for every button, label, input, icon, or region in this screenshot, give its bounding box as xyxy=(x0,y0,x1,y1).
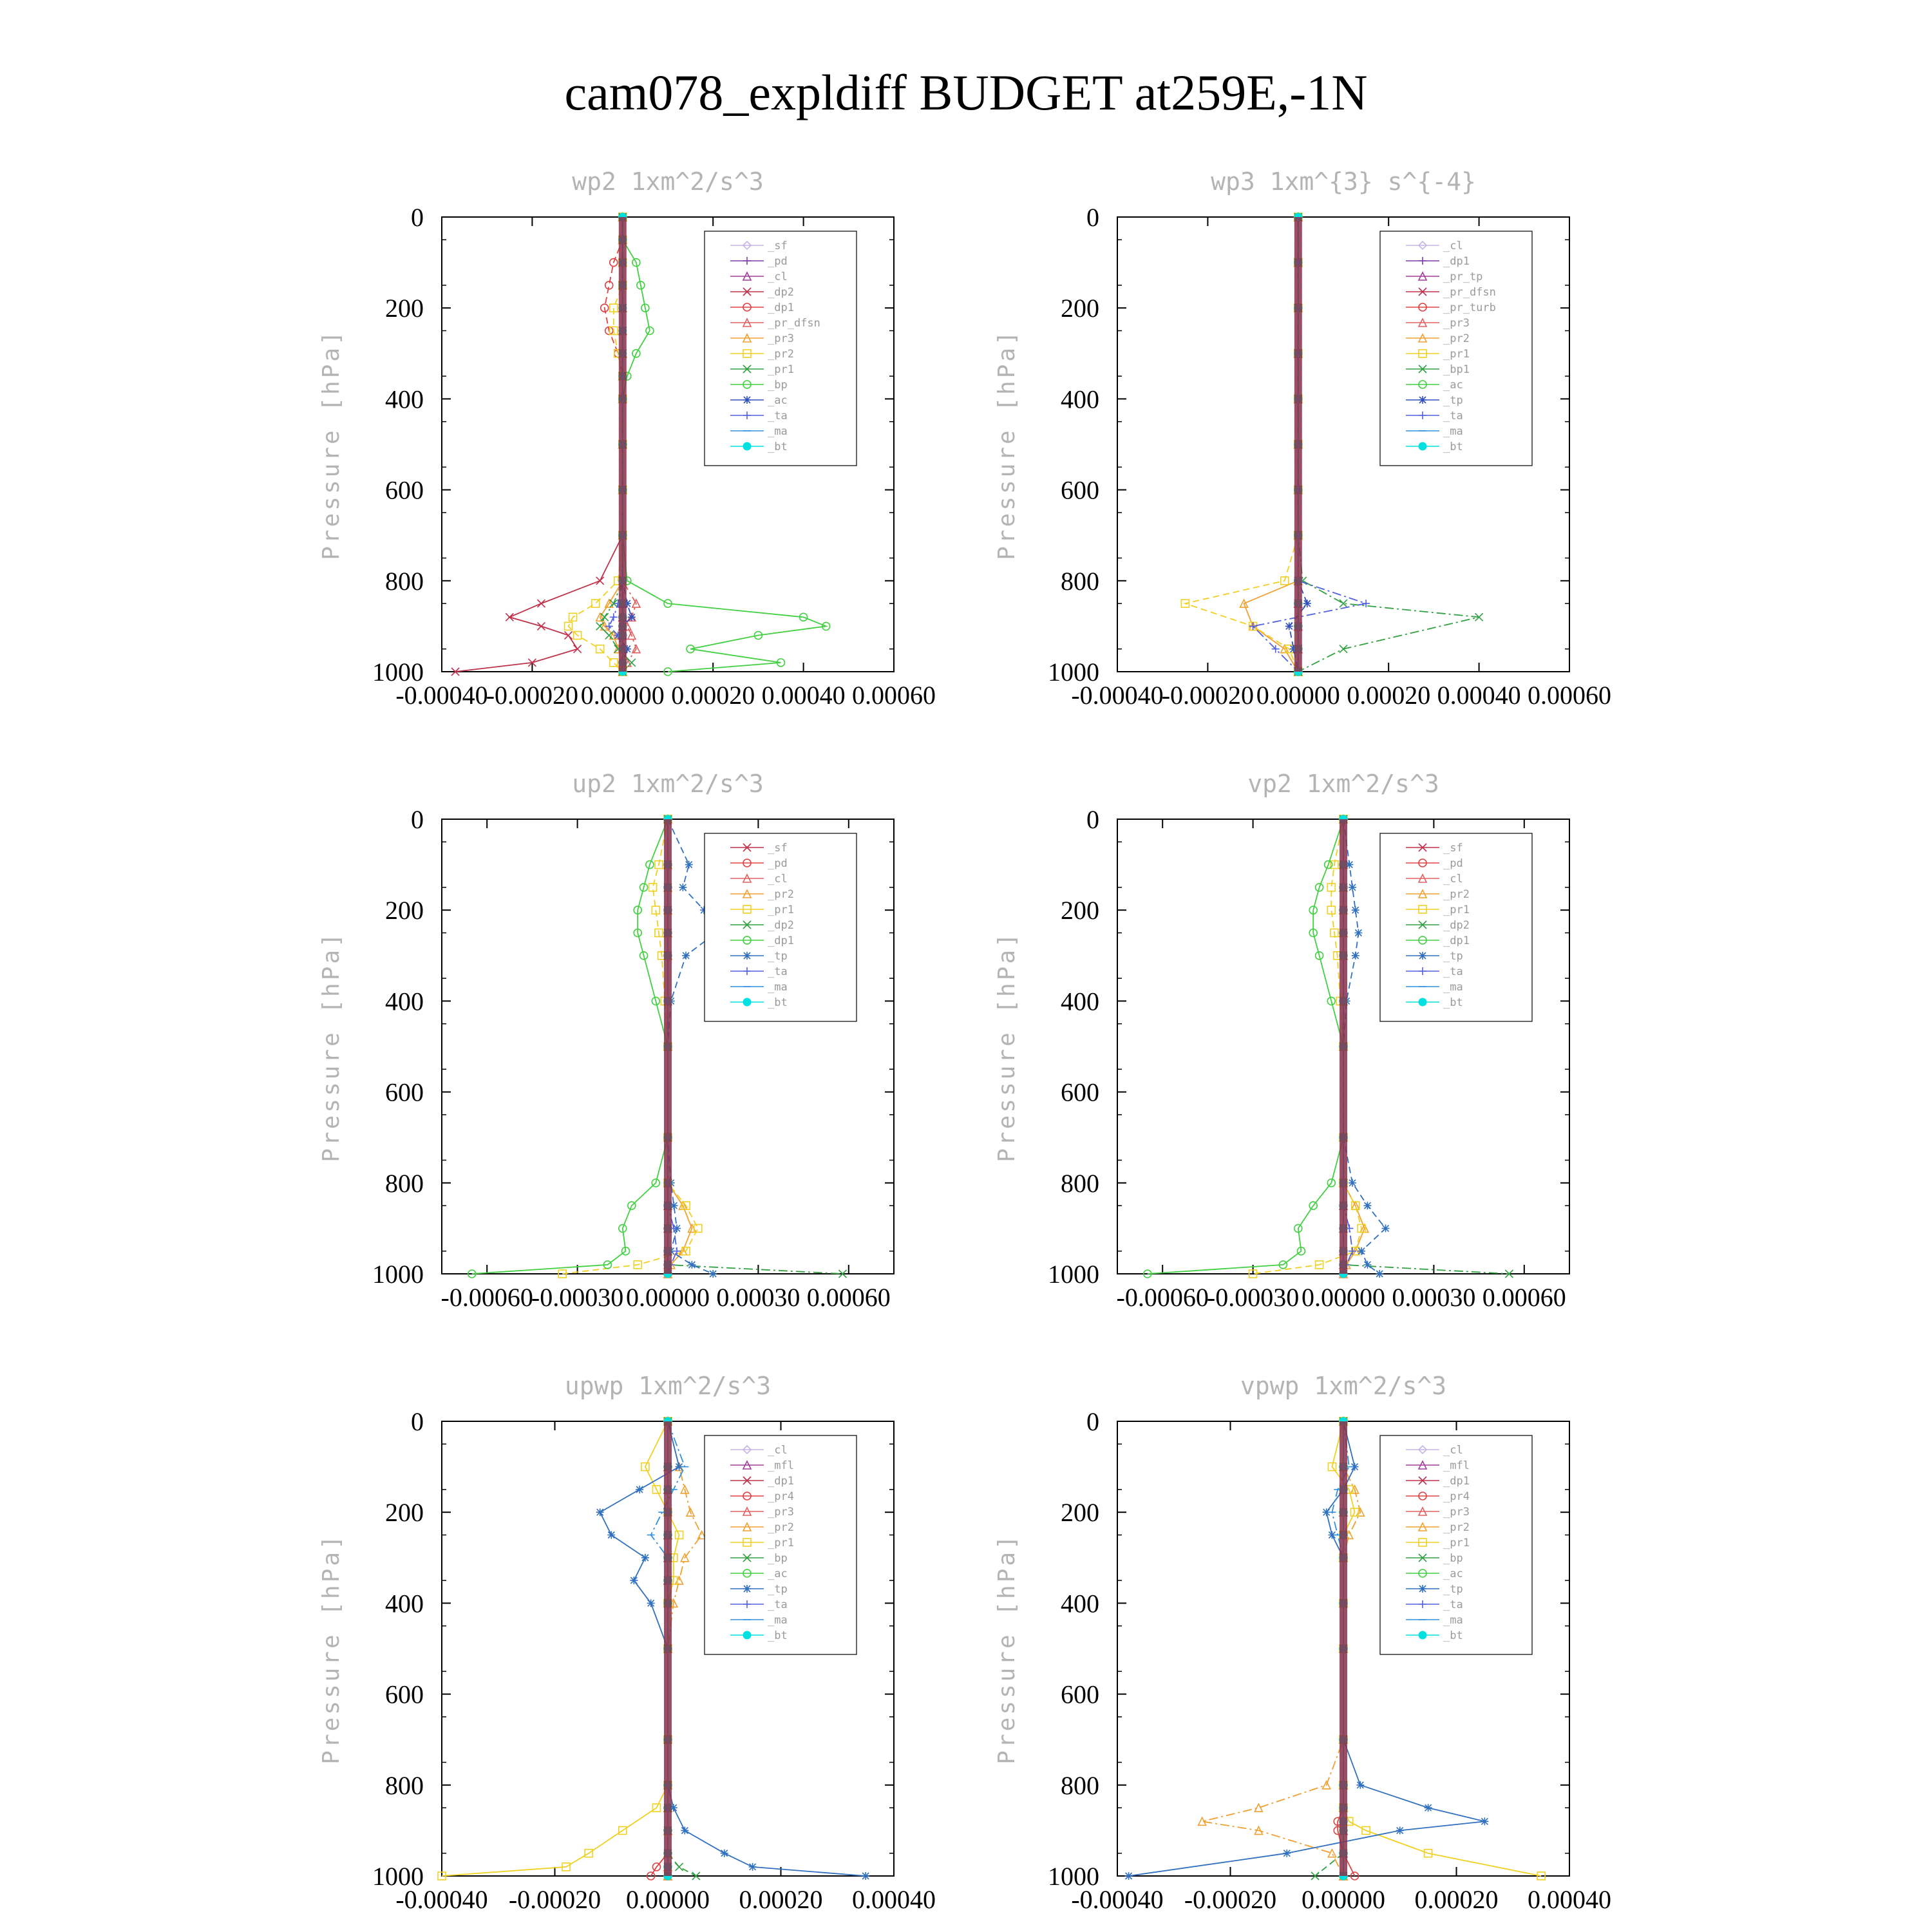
series-point xyxy=(682,952,690,960)
series-point xyxy=(1125,1872,1133,1880)
x-tick-label: 0.00000 xyxy=(626,1283,710,1312)
legend-label: _bt xyxy=(768,440,788,453)
legend-label: _cl xyxy=(1443,1444,1463,1457)
legend xyxy=(1380,833,1532,1021)
legend xyxy=(705,1435,857,1654)
legend-label: _pr1 xyxy=(768,363,794,376)
series-point xyxy=(1481,1817,1488,1825)
legend-label: _dp1 xyxy=(1443,1475,1470,1488)
series-point xyxy=(1376,1270,1383,1278)
legend-label: _tp xyxy=(1443,1583,1463,1596)
x-tick-label: -0.00040 xyxy=(395,1885,488,1914)
series-point xyxy=(607,1531,615,1539)
y-tick-label: 600 xyxy=(1061,1680,1099,1709)
legend-label: _ac xyxy=(768,394,788,407)
legend-label: _dp2 xyxy=(1443,919,1470,932)
legend-marker xyxy=(1419,442,1426,450)
legend-label: _bt xyxy=(1443,440,1463,453)
series-point xyxy=(679,884,687,891)
legend-label: _bp xyxy=(768,379,788,392)
x-tick-label: 0.00060 xyxy=(806,1283,891,1312)
legend-label: _pr2 xyxy=(768,1521,794,1534)
series-point xyxy=(574,645,582,653)
y-tick-label: 600 xyxy=(385,1077,424,1107)
legend-label: _dp1 xyxy=(1443,255,1470,268)
legend-label: _ta xyxy=(1443,1598,1463,1611)
series-point xyxy=(1356,1781,1364,1789)
y-tick-label: 800 xyxy=(385,1168,424,1198)
series-point xyxy=(721,1850,728,1857)
legend-label: _ac xyxy=(1443,1567,1463,1580)
panel-title: vp2 1xm^2/s^3 xyxy=(1247,770,1439,798)
legend-marker xyxy=(743,1585,751,1593)
legend xyxy=(1380,231,1532,466)
legend-label: _bt xyxy=(1443,996,1463,1009)
y-tick-label: 400 xyxy=(1061,384,1099,414)
y-tick-label: 600 xyxy=(1061,1077,1099,1107)
series-point xyxy=(506,613,513,621)
legend-label: _ac xyxy=(768,1567,788,1580)
legend-label: _dp2 xyxy=(768,919,794,932)
legend-label: _pd xyxy=(1443,857,1463,870)
series-line-pr1 xyxy=(442,1421,679,1876)
x-tick-label: 0.00020 xyxy=(1347,681,1431,710)
legend-label: _pr3 xyxy=(1443,317,1470,330)
legend-label: _dp1 xyxy=(768,301,794,314)
x-tick-label: -0.00030 xyxy=(531,1283,624,1312)
y-tick-label: 200 xyxy=(385,896,424,925)
y-tick-label: 200 xyxy=(1061,1498,1099,1528)
y-tick-label: 800 xyxy=(385,566,424,596)
legend-label: _pd xyxy=(768,857,788,870)
x-tick-label: 0.00000 xyxy=(580,681,665,710)
series-point xyxy=(1425,1804,1432,1812)
y-tick-label: 1000 xyxy=(372,1862,424,1891)
x-tick-label: -0.00030 xyxy=(1206,1283,1300,1312)
legend-label: _sf xyxy=(1443,842,1463,855)
legend-label: _mfl xyxy=(768,1459,794,1472)
panel-title: wp3 1xm^{3} s^{-4} xyxy=(1211,167,1476,196)
chart-panel-1 xyxy=(318,167,936,710)
legend-label: _pr4 xyxy=(768,1490,794,1503)
series-line-dp1 xyxy=(472,819,668,1274)
zero-line-band xyxy=(664,819,672,1274)
y-tick-label: 0 xyxy=(411,1407,424,1436)
x-tick-label: 0.00000 xyxy=(1302,1283,1385,1312)
y-tick-label: 0 xyxy=(1086,805,1099,834)
legend-marker xyxy=(1419,952,1426,960)
legend-label: _ma xyxy=(1443,981,1463,994)
x-tick-label: 0.00020 xyxy=(739,1885,823,1914)
x-tick-label: -0.00040 xyxy=(1071,681,1164,710)
legend-label: _cl xyxy=(768,270,788,283)
legend-label: _pr3 xyxy=(1443,1506,1470,1519)
series-point xyxy=(1352,952,1359,960)
y-tick-label: 600 xyxy=(1061,475,1099,505)
series-line-dp1 xyxy=(1148,819,1343,1274)
series-point xyxy=(628,613,636,621)
legend-label: _ta xyxy=(1443,965,1463,978)
zero-line-band xyxy=(1294,217,1302,672)
legend-label: _bt xyxy=(1443,1629,1463,1642)
x-tick-label: 0.00030 xyxy=(716,1283,800,1312)
legend-label: _cl xyxy=(768,873,788,886)
y-tick-label: 1000 xyxy=(1048,1862,1099,1891)
legend-label: _ta xyxy=(768,1598,788,1611)
legend-label: _tp xyxy=(1443,950,1463,963)
legend-label: _bt xyxy=(768,996,788,1009)
legend-label: _ma xyxy=(768,981,788,994)
legend-label: _bp xyxy=(1443,1552,1463,1565)
legend-marker xyxy=(743,442,751,450)
x-tick-label: -0.00020 xyxy=(1161,681,1255,710)
panel-title: vpwp 1xm^2/s^3 xyxy=(1240,1372,1447,1400)
x-tick-label: 0.00060 xyxy=(1482,1283,1566,1312)
series-line-dp2 xyxy=(455,217,623,672)
legend-label: _ma xyxy=(768,1614,788,1627)
series-point xyxy=(641,1554,649,1562)
chart-panel-3 xyxy=(318,770,894,1312)
chart-panel-6 xyxy=(994,1372,1611,1914)
legend-label: _bp xyxy=(768,1552,788,1565)
legend-label: _pr_turb xyxy=(1443,301,1496,314)
legend xyxy=(705,231,857,466)
zero-line-band xyxy=(619,217,627,672)
y-axis-label: Pressure [hPa] xyxy=(994,328,1020,560)
legend-label: _tp xyxy=(768,1583,788,1596)
legend-label: _dp1 xyxy=(768,1475,794,1488)
legend-label: _ma xyxy=(1443,1614,1463,1627)
figure-title: cam078_expldiff BUDGET at259E,-1N xyxy=(564,64,1368,120)
chart-panel-4 xyxy=(994,770,1569,1312)
series-point xyxy=(1396,1826,1404,1834)
legend-label: _pr1 xyxy=(1443,904,1470,916)
y-axis-label: Pressure [hPa] xyxy=(994,931,1020,1162)
series-point xyxy=(709,1270,717,1278)
legend-label: _pr1 xyxy=(768,904,794,916)
series-point xyxy=(537,622,545,630)
legend-label: _pr3 xyxy=(768,1506,794,1519)
y-tick-label: 200 xyxy=(385,1498,424,1528)
y-tick-label: 1000 xyxy=(372,658,424,687)
x-tick-label: 0.00040 xyxy=(761,681,846,710)
series-point xyxy=(681,1826,688,1834)
x-tick-label: 0.00040 xyxy=(852,1885,936,1914)
y-tick-label: 800 xyxy=(385,1770,424,1800)
legend-label: _ta xyxy=(768,965,788,978)
x-tick-label: -0.00020 xyxy=(508,1885,601,1914)
legend-marker xyxy=(1419,396,1426,404)
series-point xyxy=(1340,645,1347,653)
y-tick-label: 800 xyxy=(1061,1770,1099,1800)
y-tick-label: 0 xyxy=(1086,1407,1099,1436)
legend-label: _pr2 xyxy=(1443,888,1470,901)
series-point xyxy=(596,1508,604,1516)
legend-marker xyxy=(743,396,751,404)
legend-label: _sf xyxy=(768,240,788,252)
y-tick-label: 800 xyxy=(1061,566,1099,596)
legend-label: _pr_tp xyxy=(1443,270,1483,283)
series-point xyxy=(1354,929,1362,937)
x-tick-label: -0.00060 xyxy=(440,1283,533,1312)
legend-label: _pr2 xyxy=(1443,332,1470,345)
series-point xyxy=(605,622,613,630)
x-tick-label: -0.00060 xyxy=(1116,1283,1209,1312)
legend-label: _pr1 xyxy=(768,1537,794,1549)
panel-title: upwp 1xm^2/s^3 xyxy=(564,1372,772,1400)
x-tick-label: 0.00000 xyxy=(1302,1885,1385,1914)
series-point xyxy=(676,1577,683,1584)
y-tick-label: 200 xyxy=(1061,294,1099,323)
legend-label: _pr2 xyxy=(1443,1521,1470,1534)
legend-label: _tp xyxy=(1443,394,1463,407)
legend-marker xyxy=(743,952,751,960)
series-point xyxy=(565,632,573,639)
legend-label: _pr_dfsn xyxy=(1443,286,1496,299)
y-axis-label: Pressure [hPa] xyxy=(994,1533,1020,1765)
y-tick-label: 1000 xyxy=(1048,1260,1099,1289)
series-point xyxy=(862,1872,869,1880)
legend-label: _pr2 xyxy=(768,348,794,361)
y-tick-label: 0 xyxy=(411,203,424,232)
legend-marker xyxy=(743,1631,751,1639)
series-point xyxy=(1283,1850,1291,1857)
legend-label: _pr_dfsn xyxy=(768,317,820,330)
series-point xyxy=(1285,622,1293,630)
y-axis-label: Pressure [hPa] xyxy=(318,1533,345,1765)
y-tick-label: 600 xyxy=(385,475,424,505)
x-tick-label: 0.00000 xyxy=(626,1885,710,1914)
legend-label: _sf xyxy=(768,842,788,855)
y-tick-label: 1000 xyxy=(372,1260,424,1289)
legend-label: _pr1 xyxy=(1443,348,1470,361)
chart-panel-2 xyxy=(994,167,1611,710)
legend-label: _dp2 xyxy=(768,286,794,299)
series-point xyxy=(1363,1202,1371,1209)
x-tick-label: 0.00040 xyxy=(1528,1885,1611,1914)
series-point xyxy=(537,600,545,607)
legend-label: _pd xyxy=(768,255,788,268)
series-point xyxy=(685,861,693,869)
legend-label: _pr1 xyxy=(1443,1537,1470,1549)
legend-label: _tp xyxy=(768,950,788,963)
y-axis-label: Pressure [hPa] xyxy=(318,931,345,1162)
x-tick-label: 0.00060 xyxy=(852,681,936,710)
legend-label: _ta xyxy=(768,410,788,422)
x-tick-label: 0.00060 xyxy=(1528,681,1611,710)
series-point xyxy=(1349,1179,1356,1187)
legend-label: _ma xyxy=(768,425,788,438)
series-point xyxy=(1363,1261,1371,1269)
series-point xyxy=(636,1486,643,1493)
x-tick-label: -0.00040 xyxy=(395,681,488,710)
y-tick-label: 1000 xyxy=(1048,658,1099,687)
zero-line-band xyxy=(664,1421,672,1876)
series-point xyxy=(688,1261,696,1269)
legend-label: _cl xyxy=(768,1444,788,1457)
legend-label: _pr2 xyxy=(768,888,794,901)
legend-label: _dp1 xyxy=(768,934,794,947)
series-point xyxy=(676,1863,683,1871)
series-point xyxy=(610,613,618,621)
y-tick-label: 400 xyxy=(1061,1589,1099,1618)
legend-label: _bt xyxy=(768,1629,788,1642)
y-tick-label: 800 xyxy=(1061,1168,1099,1198)
series-point xyxy=(596,577,604,585)
legend-marker xyxy=(1419,1585,1426,1593)
series-point xyxy=(1255,1804,1262,1812)
x-tick-label: 0.00000 xyxy=(1256,681,1340,710)
legend xyxy=(1380,1435,1532,1654)
legend-label: _mfl xyxy=(1443,1459,1470,1472)
legend-label: _pr4 xyxy=(1443,1490,1470,1503)
series-point xyxy=(1358,1247,1365,1255)
series-point xyxy=(1349,884,1356,891)
series-point xyxy=(1328,1850,1336,1857)
panel-title: up2 1xm^2/s^3 xyxy=(572,770,764,798)
y-tick-label: 400 xyxy=(385,384,424,414)
x-tick-label: 0.00030 xyxy=(1392,1283,1476,1312)
y-tick-label: 400 xyxy=(385,987,424,1016)
legend-marker xyxy=(1419,998,1426,1006)
legend-label: _ma xyxy=(1443,425,1463,438)
y-tick-label: 600 xyxy=(385,1680,424,1709)
legend xyxy=(705,833,857,1021)
series-point xyxy=(1249,622,1257,630)
series-line-pr2 xyxy=(1244,217,1298,672)
chart-panel-5 xyxy=(318,1372,936,1914)
legend-label: _cl xyxy=(1443,240,1463,252)
zero-line-band xyxy=(1340,819,1347,1274)
legend-label: _pr3 xyxy=(768,332,794,345)
y-tick-label: 0 xyxy=(411,805,424,834)
legend-label: _ac xyxy=(1443,379,1463,392)
panel-title: wp2 1xm^2/s^3 xyxy=(572,167,764,196)
legend-label: _bp1 xyxy=(1443,363,1470,376)
legend-marker xyxy=(743,998,751,1006)
x-tick-label: 0.00040 xyxy=(1437,681,1521,710)
series-point xyxy=(1382,1224,1390,1232)
series-point xyxy=(647,1599,655,1607)
y-tick-label: 0 xyxy=(1086,203,1099,232)
zero-line-band xyxy=(1340,1421,1347,1876)
series-point xyxy=(749,1863,757,1871)
x-tick-label: 0.00020 xyxy=(671,681,755,710)
legend-label: _dp1 xyxy=(1443,934,1470,947)
y-tick-label: 200 xyxy=(385,294,424,323)
y-tick-label: 400 xyxy=(385,1589,424,1618)
x-tick-label: 0.00020 xyxy=(1414,1885,1499,1914)
y-tick-label: 400 xyxy=(1061,987,1099,1016)
series-point xyxy=(1352,906,1359,914)
x-tick-label: -0.00040 xyxy=(1071,1885,1164,1914)
legend-marker xyxy=(1419,1631,1426,1639)
series-point xyxy=(630,1577,638,1584)
x-tick-label: -0.00020 xyxy=(1184,1885,1277,1914)
series-point xyxy=(1303,600,1311,607)
legend-label: _cl xyxy=(1443,873,1463,886)
legend-label: _ta xyxy=(1443,410,1463,422)
x-tick-label: -0.00020 xyxy=(486,681,579,710)
y-tick-label: 200 xyxy=(1061,896,1099,925)
y-axis-label: Pressure [hPa] xyxy=(318,328,345,560)
